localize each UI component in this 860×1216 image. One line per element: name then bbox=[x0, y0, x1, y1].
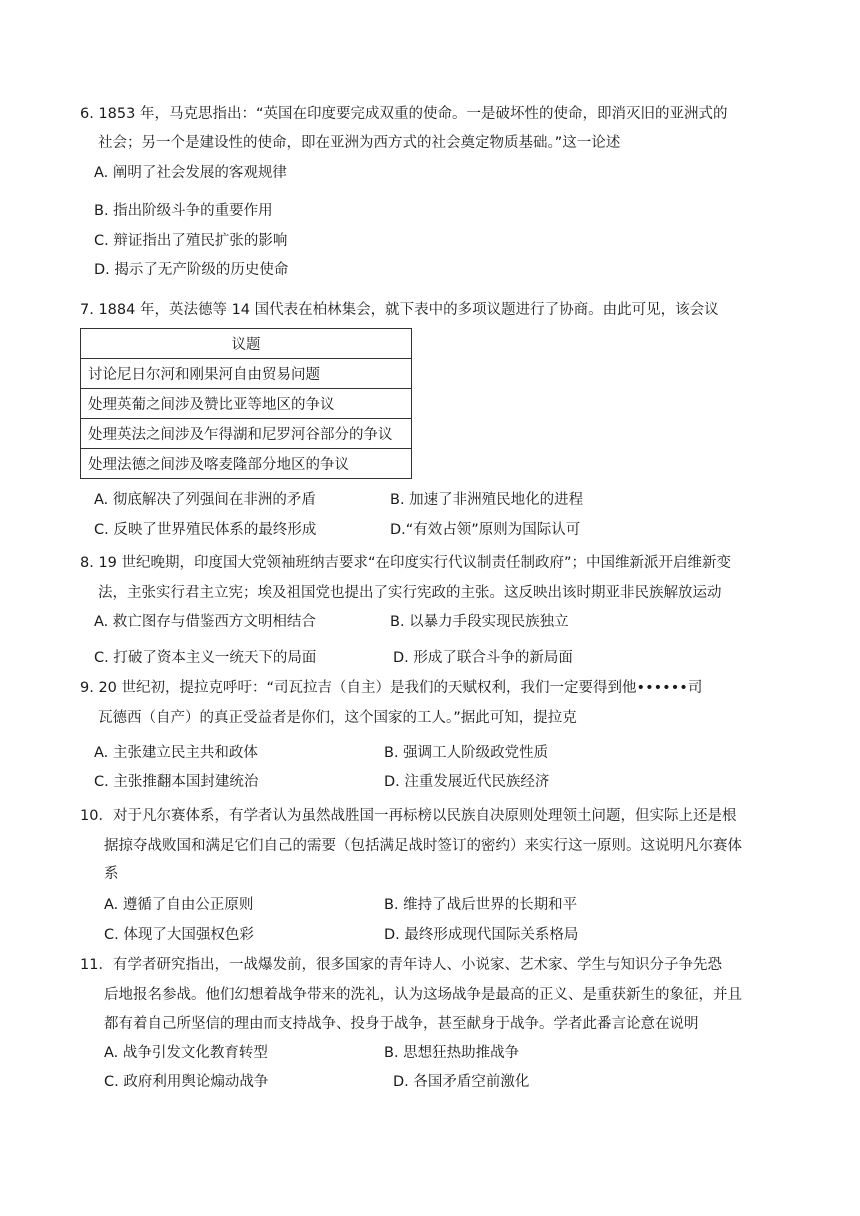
q9-option-b: B. 强调工人阶级政党性质 bbox=[384, 745, 549, 761]
q8-option-b: B. 以暴力手段实现民族独立 bbox=[390, 614, 569, 630]
table-row: 讨论尼日尔河和刚果河自由贸易问题 bbox=[81, 359, 412, 389]
q8-option-c: C. 打破了资本主义一统天下的局面 bbox=[94, 650, 317, 666]
q8-stem-line-1: 8. 19 世纪晚期，印度国大党领袖班纳吉要求“在印度实行代议制责任制政府”；中国维新派开启维新变 bbox=[80, 555, 732, 571]
q7-option-b: B. 加速了非洲殖民地化的进程 bbox=[390, 492, 584, 508]
q10-stem-line-1: 10．对于凡尔赛体系，有学者认为虽然战胜国一再标榜以民族自决原则处理领土问题，但实际上还是根 bbox=[80, 808, 737, 824]
q9-option-a: A. 主张建立民主共和政体 bbox=[94, 745, 258, 761]
q11-option-c: C. 政府利用舆论煽动战争 bbox=[104, 1074, 269, 1090]
q9-stem-line-1: 9. 20 世纪初，提拉克呼吁：“司瓦拉吉（自主）是我们的天赋权利，我们一定要得到他••••••司 bbox=[80, 680, 703, 696]
q9-option-d: D. 注重发展近代民族经济 bbox=[384, 774, 550, 790]
q6-stem-line-1: 6. 1853 年，马克思指出：“英国在印度要完成双重的使命。一是破坏性的使命，即消灭旧的亚洲式的 bbox=[80, 106, 728, 122]
table-row: 处理英葡之间涉及赞比亚等地区的争议 bbox=[81, 389, 412, 419]
table-row: 处理法德之间涉及喀麦隆部分地区的争议 bbox=[81, 449, 412, 479]
q10-stem-line-2: 据掠夺战败国和满足它们自己的需要（包括满足战时签订的密约）来实行这一原则。这说明凡尔赛体 bbox=[104, 838, 742, 854]
q10-stem-line-3: 系 bbox=[104, 866, 119, 882]
q7-option-a: A. 彻底解决了列强间在非洲的矛盾 bbox=[94, 492, 316, 508]
q6-stem-line-2: 社会；另一个是建设性的使命，即在亚洲为西方式的社会奠定物质基础。”这一论述 bbox=[98, 135, 621, 151]
q7-option-d: D.“有效占领”原则为国际认可 bbox=[390, 522, 581, 538]
q11-option-d: D. 各国矛盾空前激化 bbox=[393, 1074, 530, 1090]
q7-option-c: C. 反映了世界殖民体系的最终形成 bbox=[94, 522, 317, 538]
q11-option-b: B. 思想狂热助推战争 bbox=[384, 1045, 520, 1061]
q10-option-c: C. 体现了大国强权色彩 bbox=[104, 927, 254, 943]
q7-stem-line-1: 7. 1884 年，英法德等 14 国代表在柏林集会，就下表中的多项议题进行了协商。由此可见，该会议 bbox=[80, 302, 719, 318]
q11-option-a: A. 战争引发文化教育转型 bbox=[104, 1045, 268, 1061]
table-header: 议题 bbox=[81, 329, 412, 359]
q7-topics-table bbox=[80, 328, 412, 479]
q6-option-d: D. 揭示了无产阶级的历史使命 bbox=[94, 262, 289, 278]
q9-stem-line-2: 瓦德西（自产）的真正受益者是你们，这个国家的工人。”据此可知，提拉克 bbox=[98, 710, 577, 726]
q11-stem-line-3: 都有着自己所坚信的理由而支持战争、投身于战争，甚至献身于战争。学者此番言论意在说明 bbox=[104, 1016, 699, 1032]
table-row: 处理英法之间涉及乍得湖和尼罗河谷部分的争议 bbox=[81, 419, 412, 449]
q8-option-a: A. 救亡图存与借鉴西方文明相结合 bbox=[94, 614, 316, 630]
q8-stem-line-2: 法，主张实行君主立宪；埃及祖国党也提出了实行宪政的主张。这反映出该时期亚非民族解放运动 bbox=[98, 585, 722, 601]
q10-option-d: D. 最终形成现代国际关系格局 bbox=[384, 927, 579, 943]
q6-option-a: A. 阐明了社会发展的客观规律 bbox=[94, 165, 287, 181]
q9-option-c: C. 主张推翻本国封建统治 bbox=[94, 774, 259, 790]
q11-stem-line-1: 11．有学者研究指出，一战爆发前，很多国家的青年诗人、小说家、艺术家、学生与知识分子争先恐 bbox=[80, 957, 722, 973]
q10-option-a: A. 遵循了自由公正原则 bbox=[104, 897, 254, 913]
q8-option-d: D. 形成了联合斗争的新局面 bbox=[393, 650, 573, 666]
q11-stem-line-2: 后地报名参战。他们幻想着战争带来的洗礼，认为这场战争是最高的正义、是重获新生的象征，并且 bbox=[104, 987, 742, 1003]
q6-option-b: B. 指出阶级斗争的重要作用 bbox=[94, 203, 273, 219]
q10-option-b: B. 维持了战后世界的长期和平 bbox=[384, 897, 578, 913]
q6-option-c: C. 辩证指出了殖民扩张的影响 bbox=[94, 233, 288, 249]
